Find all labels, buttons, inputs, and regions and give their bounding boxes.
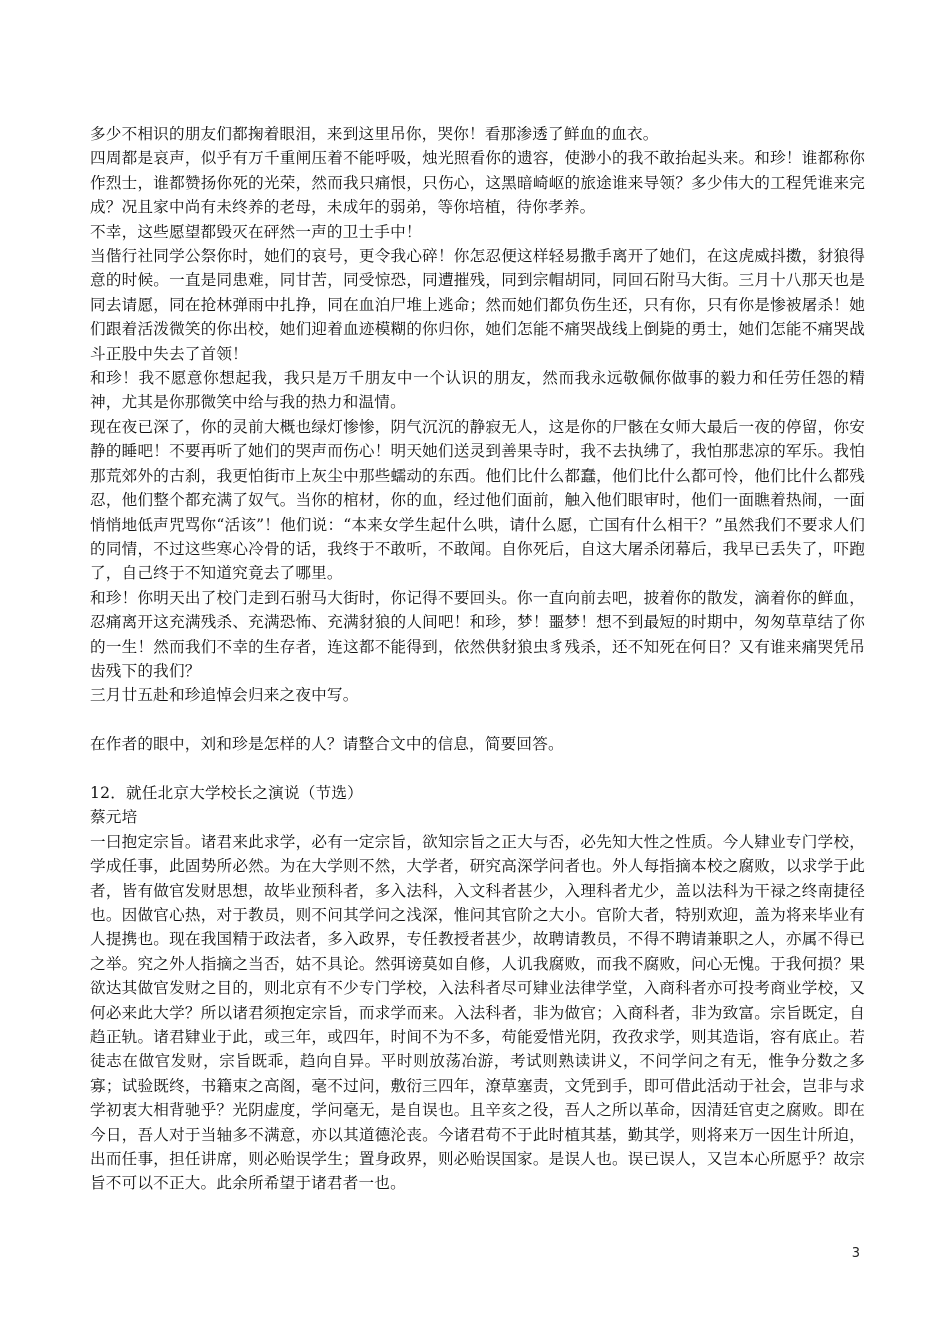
memorial-paragraph-4: 当偕行社同学公祭你时，她们的哀号，更令我心碎！你怎忍便这样轻易撒手离开了她们，在这虎威抖擞，豺狼得意的时候。一直是同患难，同甘苦，同受惊恐，同遭摧残，同到宗帽胡同，同回石附马大街。三月十八那天也是同去请愿，同在抢林弹雨中扎挣，同在血泊尸堆上逃命；然而她们都负伤生还，只有你，只有你是惨被屠杀！她们跟着活泼微笑的你出校，她们迎着血迹模糊的你归你，她们怎能不痛哭战线上倒毙的勇士，她们怎能不痛哭战斗正股中失去了首领！ [90,247,865,363]
section-12-body: 一曰抱定宗旨。诸君来此求学，必有一定宗旨，欲知宗旨之正大与否，必先知大性之性质。今人肄业专门学校，学成任事，此固势所必然。为在大学则不然，大学者，研究高深学问者也。外人每指摘本校之腐败，以求学于此者，皆有做官发财思想，故毕业预科者，多入法科，入文科者甚少，入理科者尤少，盖以法科为干禄之终南捷径也。因做官心热，对于教员，则不问其学问之浅深，惟问其官阶之大小。官阶大者，特别欢迎，盖为将来毕业有人提携也。现在我国精于政法者，多入政界，专任教授者甚少，故聘请教员，不得不聘请兼职之人，亦属不得已之举。究之外人指摘之当否，姑不具论。然弭谤莫如自修，人讥我腐败，而我不腐败，问心无愧。于我何损？果欲达其做官发财之目的，则北京有不少专门学校，入法科者尽可肄业法律学堂，入商科者亦可投考商业学校，又何必来此大学？所以诸君须抱定宗旨，而求学而来。入法科者，非为做官；入商科者，非为致富。宗旨既定，自趋正轨。诸君肄业于此，或三年，或四年，时间不为不多，苟能爱惜光阴，孜孜求学，则其造诣，容有底止。若徒志在做官发财，宗旨既乖，趋向自异。平时则放荡冶游，考试则熟读讲义，不问学问之有无，惟争分数之多寡；试验既终，书籍束之高阁，毫不过问，敷衍三四年，潦草塞责，文凭到手，即可借此活动于社会，岂非与求学初衷大相背驰乎？光阴虚度，学问毫无，是自误也。且辛亥之役，吾人之所以革命，因清廷官吏之腐败。即在今日，吾人对于当轴多不满意，亦以其道德沦丧。今诸君苟不于此时植其基，勤其学，则将来万一因生计所迫，出而任事，担任讲席，则必贻误学生；置身政界，则必贻误国家。是误人也。误已误人，又岂本心所愿乎？故宗旨不可以不正大。此余所希望于诸君者一也。 [90,832,865,1193]
spacer [90,757,865,781]
page-number: 3 [851,1246,860,1261]
document-page [90,122,865,1196]
question-text: 在作者的眼中，刘和珍是怎样的人？请整合文中的信息，简要回答。 [90,735,564,754]
memorial-paragraph-3: 不幸，这些愿望都毁灭在砰然一声的卫士手中！ [90,222,422,241]
spacer [90,708,865,732]
memorial-paragraph-2: 四周都是哀声，似乎有万千重闸压着不能呼吸，烛光照看你的遗容，使渺小的我不敢抬起头来。和珍！谁都称你作烈士，谁都赞扬你死的光荣，然而我只痛恨，只伤心，这黑暗崎岖的旅途谁来导领？多少伟大的工程凭谁来完成？况且家中尚有未终养的老母，未成年的弱弟，等你培植，待你孝养。 [90,149,865,217]
memorial-paragraph-1: 多少不相识的朋友们都掬着眼泪，来到这里吊你，哭你！看那渗透了鲜血的血衣。 [90,125,659,143]
section-12-author: 蔡元培 [90,808,138,827]
memorial-paragraph-7: 和珍！你明天出了校门走到石驸马大街时，你记得不要回头。你一直向前去吧，披着你的散发，滴着你的鲜血，忍痛离开这充满残杀、充满恐怖、充满豺狼的人间吧！和珍，梦！噩梦！想不到最短的时期中，匆匆草草结了你的一生！然而我们不幸的生存者，连这都不能得到，依然供豺狼虫豸残杀，还不知死在何日？又有谁来痛哭凭吊齿残下的我们？ [90,588,865,680]
memorial-date-line: 三月廿五赴和珍追悼会归来之夜中写。 [90,686,359,705]
memorial-paragraph-6: 现在夜已深了，你的灵前大概也绿灯惨惨，阴气沉沉的静寂无人，这是你的尸骸在女师大最后一夜的停留，你安静的睡吧！不要再听了她们的哭声而伤心！明天她们送灵到善果寺时，我不去执绋了，我怕那悲凉的军乐。我怕那荒郊外的古刹，我更怕街市上灰尘中那些蠕动的东西。他们比什么都蠢，他们比什么都可怜，他们比什么都残忍，他们整个都充满了奴气。当你的棺材，你的血，经过他们面前，触入他们眼审时，他们一面瞧着热闹，一面悄悄地低声咒骂你“活该”！他们说：“本来女学生起什么哄，请什么愿，亡国有什么相干？”虽然我们不要求人们的同情，不过这些寒心冷骨的话，我终于不敢听，不敢闻。自你死后，自这大屠杀闭幕后，我早已丢失了，吓跑了，自己终于不知道究竟去了哪里。 [90,417,865,583]
section-12-title: 12．就任北京大学校长之演说（节选） [90,783,363,802]
memorial-paragraph-5: 和珍！我不愿意你想起我，我只是万千朋友中一个认识的朋友，然而我永远敬佩你做事的毅力和任劳任怨的精神，尤其是你那微笑中给与我的热力和温情。 [90,369,865,412]
